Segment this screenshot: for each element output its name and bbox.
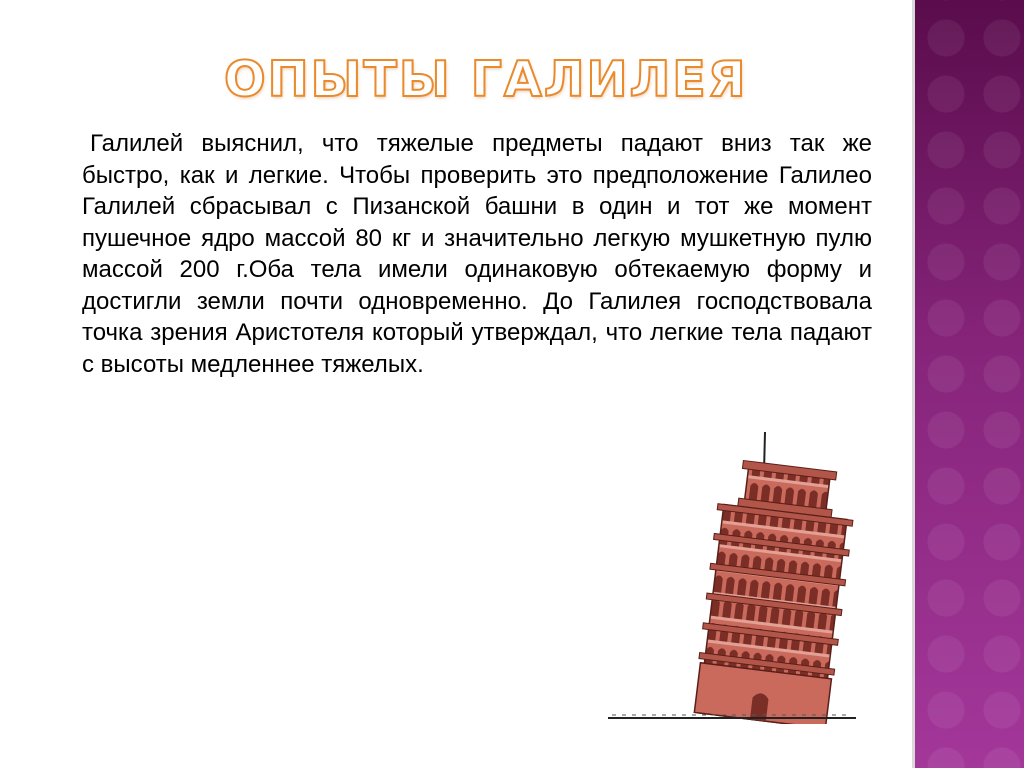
side-band-pattern bbox=[912, 0, 1024, 768]
slide-paragraph: Галилей выяснил, что тяжелые предметы падают вниз так же быстро, как и легкие. Чтобы проверить это предположение Галилео Галилей сбрасывал с Пизанской башни в один и тот же момент пушечное ядро массой 80 кг и значительно легкую мушкетную пулю массой 200 г.Оба тела имели одинаковую обтекаемую форму и достигли земли почти одновременно. До Галилея господствовала точка зрения Аристотеля который утверждал, что легкие тела падают с высоты медленнее тяжелых. bbox=[82, 130, 872, 378]
side-band-edge bbox=[912, 0, 915, 768]
slide-title: ОПЫТЫ ГАЛИЛЕЯ bbox=[224, 51, 748, 108]
leaning-tower-of-pisa-icon bbox=[600, 428, 860, 724]
decorative-side-band bbox=[912, 0, 1024, 768]
